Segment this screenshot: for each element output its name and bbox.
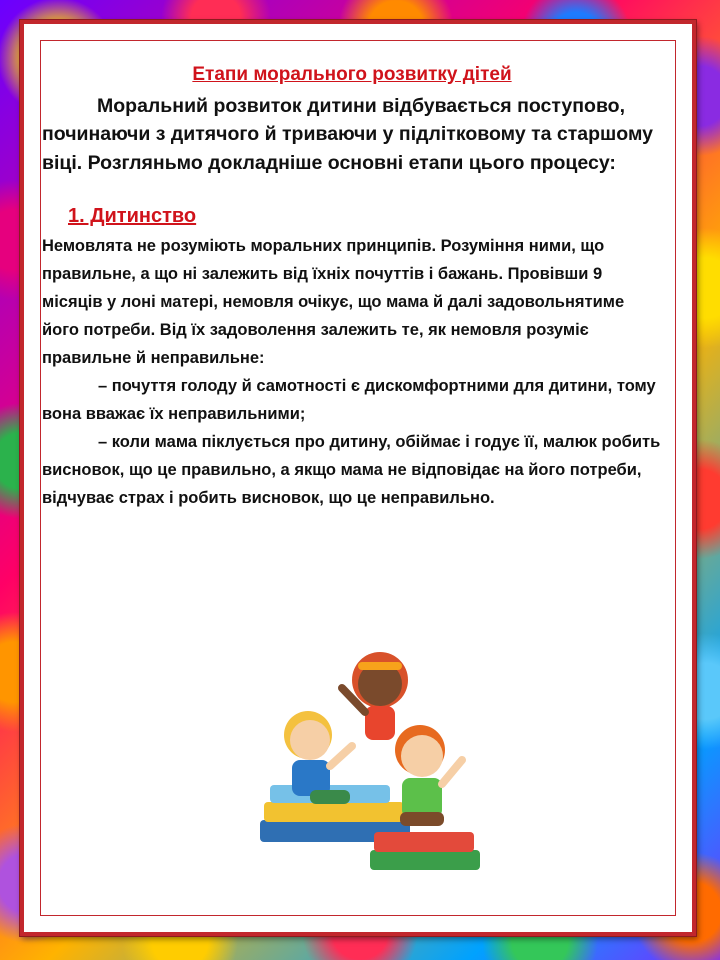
boy2-face: [401, 735, 443, 777]
children-on-books-illustration: [250, 640, 490, 880]
book: [264, 802, 404, 822]
book: [374, 832, 474, 852]
boy-pants: [310, 790, 350, 804]
boy-arm: [330, 746, 352, 766]
section-heading: 1. Дитинство: [68, 204, 197, 227]
section-paragraph: Немовлята не розуміють моральних принципів. Розуміння ними, що правильне, а що ні залежить від їхніх почуттів і бажань. Провівши 9 місяців у лоні матері, немовля очікує, що мама й далі задовольнятиме його потреби. Від їх задоволення залежить те, як немовля розуміє правильне й неправильне:: [42, 236, 625, 367]
girl-dress: [365, 706, 395, 740]
girl-headband: [358, 662, 402, 670]
book: [370, 850, 480, 870]
boy2-shorts: [400, 812, 444, 826]
bullet-item: – почуття голоду й самотності є дискомфортними для дитини, тому вона вважає їх неправильними;: [42, 377, 656, 424]
boy2-arm: [442, 760, 462, 784]
document-content: [42, 60, 662, 512]
boy-face: [290, 720, 330, 760]
intro-paragraph: Моральний розвиток дитини відбувається поступово, починаючи з дитячого й триваючи у підлітковому та старшому віці. Розгляньмо докладніше основні етапи цього процесу:: [42, 95, 653, 174]
page-title: Етапи морального розвитку дітей: [192, 64, 512, 85]
bullet-item: – коли мама піклується про дитину, обіймає і годує її, малюк робить висновок, що це правильно, а якщо мама не відповідає на його потреби, відчуває страх і робить висновок, що це неправильно.: [42, 433, 661, 508]
